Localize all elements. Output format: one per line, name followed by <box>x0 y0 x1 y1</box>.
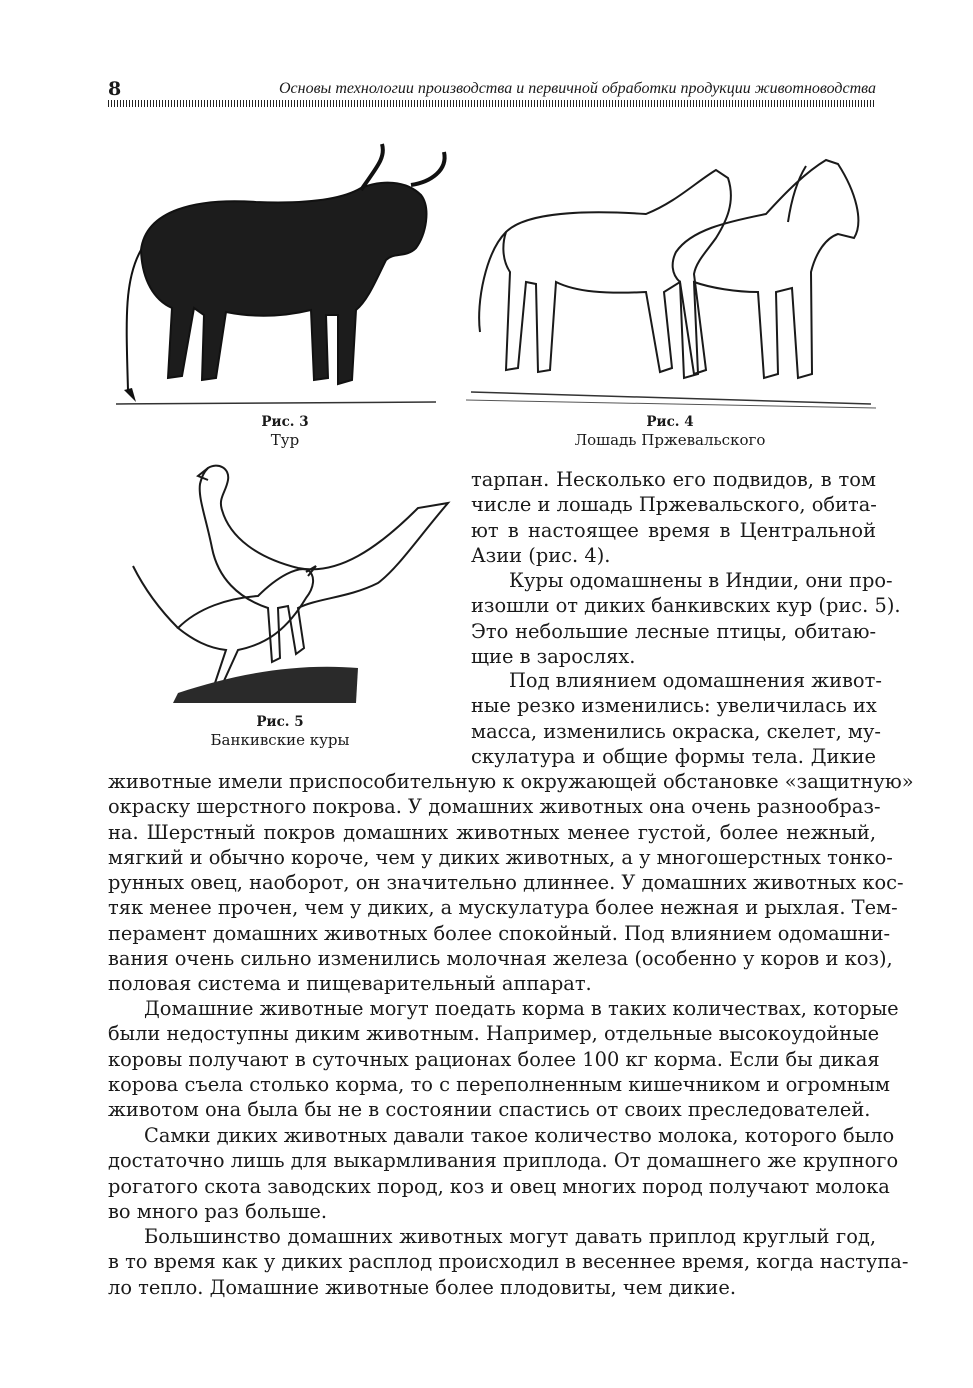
figure-3-title: Тур <box>270 431 300 449</box>
running-header <box>108 78 876 108</box>
text-line: достаточно лишь для выкармливания приплода. От домашнего же крупного <box>108 1149 899 1173</box>
text-line: окраску шерстного покрова. У домашних животных она очень разнообраз- <box>108 795 881 819</box>
paragraph-tarpan <box>471 467 876 568</box>
text-line: на. Шерстный покров домашних животных менее густой, более нежный, <box>108 820 876 844</box>
text-line: тяк менее прочен, чем у диких, а мускулатура более нежная и рыхлая. Тем- <box>108 896 898 920</box>
running-title: Основы технологии производства и первичной обработки продукции животноводства <box>278 80 876 97</box>
text-line: перамент домашних животных более спокойный. Под влиянием одомашни- <box>108 921 891 945</box>
text-line: скулатура и общие формы тела. Дикие <box>471 744 876 768</box>
text-line: Самки диких животных давали такое количество молока, которого было <box>144 1124 895 1147</box>
text-line: щие в зарослях. <box>471 644 636 668</box>
text-line: животом она была бы не в состоянии спастись от своих преследователей. <box>108 1098 871 1122</box>
paragraph-domestication-start <box>471 668 882 769</box>
text-line: числе и лошадь Пржевальского, обита- <box>471 493 877 517</box>
text-line: рунных овец, наоборот, он значительно длиннее. У домашних животных кос- <box>108 871 904 895</box>
text-line: коровы получают в суточных рационах более 100 кг корма. Если бы дикая <box>108 1047 880 1071</box>
paragraph-milk <box>108 1123 899 1224</box>
text-line: изошли от диких банкивских кур (рис. 5). <box>471 594 901 618</box>
paragraph-feed <box>108 996 899 1122</box>
figure-4-label: Рис. 4 <box>646 414 694 430</box>
paragraph-offspring <box>108 1224 909 1300</box>
text-line: масса, изменились окраска, скелет, му- <box>471 719 881 743</box>
text-line: тарпан. Несколько его подвидов, в том <box>471 468 876 491</box>
figure-3-caption <box>205 413 365 449</box>
figure-5-caption <box>190 713 370 749</box>
figure-4-title: Лошадь Пржевальского <box>574 431 766 449</box>
text-line: были недоступны диким животным. Например, отдельные высокоудойные <box>108 1022 880 1046</box>
figure-4-caption <box>540 413 800 449</box>
text-line: Это небольшие лесные птицы, обитаю- <box>471 619 876 643</box>
paragraph-chickens <box>471 568 901 669</box>
text-line: половая система и пищеварительный аппарат. <box>108 972 592 996</box>
przewalski-horses-illustration <box>466 142 878 414</box>
text-line: Куры одомашнены в Индии, они про- <box>509 569 893 592</box>
text-line: вания очень сильно изменились молочная железа (особенно у коров и коз), <box>108 947 893 971</box>
figure-5-label: Рис. 5 <box>256 714 304 730</box>
junglefowl-illustration <box>118 458 453 703</box>
page-number: 8 <box>108 78 122 100</box>
text-line: ные резко изменились: увеличилась их <box>471 694 877 718</box>
text-line: корова съела столько корма, то с переполненным кишечником и огромным <box>108 1072 891 1096</box>
header-rule <box>108 100 876 107</box>
text-line: рогатого скота заводских пород, коз и овец многих пород получают молока <box>108 1174 890 1198</box>
text-line: Большинство домашних животных могут давать приплод круглый год, <box>144 1225 876 1248</box>
text-line: Домашние животные могут поедать корма в таких количествах, которые <box>144 997 899 1020</box>
figure-3-label: Рис. 3 <box>261 414 309 430</box>
text-line: во много раз больше. <box>108 1199 328 1223</box>
text-line: животные имели приспособительную к окружающей обстановке «защитную» <box>108 770 914 793</box>
text-line: Азии (рис. 4). <box>471 543 611 567</box>
text-line: мягкий и обычно короче, чем у диких животных, а у многошерстных тонко- <box>108 845 893 869</box>
text-line: в то время как у диких расплод происходил в весеннее время, когда наступа- <box>108 1250 909 1274</box>
text-line: ют в настоящее время в Центральной <box>471 518 876 542</box>
figure-5-title: Банкивские куры <box>210 731 350 749</box>
aurochs-illustration <box>106 140 451 410</box>
paragraph-domestication-cont <box>108 769 914 997</box>
text-line: Под влиянием одомашнения живот- <box>509 669 882 692</box>
text-line: ло тепло. Домашние животные более плодовиты, чем дикие. <box>108 1275 736 1299</box>
